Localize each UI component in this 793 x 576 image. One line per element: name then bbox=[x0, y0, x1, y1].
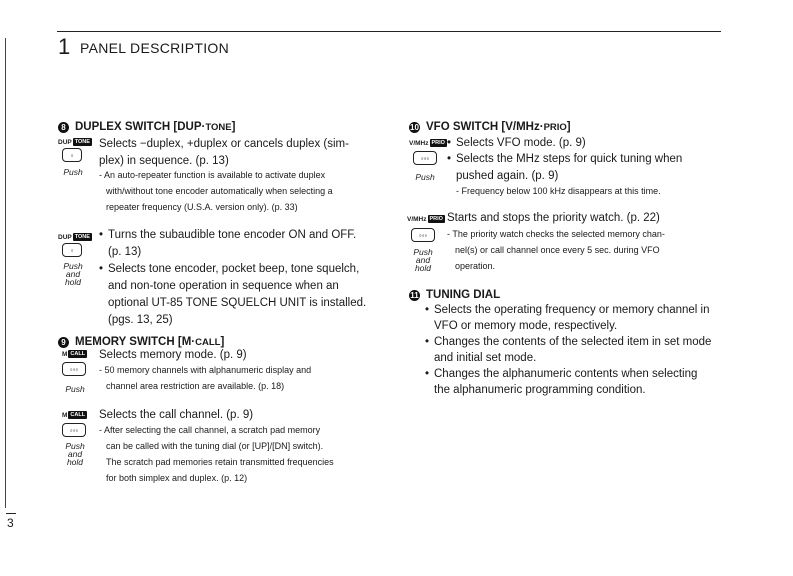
tuning-bullet2 bbox=[425, 334, 711, 351]
dup-tone-key-label bbox=[58, 138, 92, 146]
tuning-bullet1-cont: VFO or memory mode, respectively. bbox=[434, 320, 618, 332]
memory-hold-note4: for both simplex and duplex. (p. 12) bbox=[106, 473, 248, 483]
dup-tone-hold-key-label bbox=[58, 233, 92, 241]
vmhz-prio-hold-key-label bbox=[407, 215, 445, 223]
vmhz-prio-button[interactable]: ◦◦◦ bbox=[413, 151, 437, 165]
bullet-text: Changes the alphanumeric contents when selecting bbox=[434, 368, 698, 380]
key-label-text: M bbox=[62, 411, 68, 419]
action-push: Push bbox=[65, 441, 85, 451]
title-dot: · bbox=[201, 121, 206, 133]
m-call-hold-button[interactable]: ◦◦◦ bbox=[62, 423, 86, 437]
action-push: Push bbox=[63, 261, 83, 271]
memory-title-sub: CALL bbox=[195, 336, 221, 348]
key-label-text: V/MHz bbox=[407, 215, 427, 223]
memory-title: MEMORY SWITCH [M bbox=[75, 336, 192, 348]
bullet: • bbox=[447, 153, 452, 165]
section-number-9: 9 bbox=[58, 337, 69, 348]
duplex-note2: with/without tone encoder automatically when selecting a bbox=[106, 186, 333, 196]
push-and-hold-action bbox=[409, 248, 437, 272]
key-label-text: M bbox=[62, 350, 68, 358]
action-push: Push bbox=[413, 247, 433, 257]
prio-key-box: PRIO bbox=[431, 140, 445, 146]
title-bracket: ] bbox=[231, 121, 236, 133]
bullet-text: Selects tone encoder, pocket beep, tone squelch, bbox=[108, 263, 360, 275]
dup-tone-button[interactable]: ◦ bbox=[62, 148, 82, 162]
memory-hold-note2: can be called with the tuning dial (or [UP]/[DN] switch). bbox=[106, 441, 324, 451]
bullet-text: Selects the operating frequency or memory channel in bbox=[434, 304, 710, 316]
tuning-bullet3 bbox=[425, 366, 697, 383]
vfo-title-sub: PRIO bbox=[543, 121, 567, 133]
vfo-push-bullet2-cont: pushed again. (p. 9) bbox=[456, 170, 559, 182]
tuning-bullet2-cont: and initial set mode. bbox=[434, 352, 537, 364]
push-and-hold-action bbox=[60, 262, 86, 286]
section-number-11: 11 bbox=[410, 290, 419, 300]
bullet: • bbox=[425, 368, 430, 380]
title-bracket: ] bbox=[220, 336, 225, 348]
bullet: • bbox=[425, 336, 430, 348]
chapter-title: PANEL DESCRIPTION bbox=[80, 40, 230, 56]
duplex-hold-bullet2-line3: optional UT-85 TONE SQUELCH UNIT is installed. bbox=[108, 297, 367, 309]
bullet: • bbox=[99, 229, 104, 241]
vmhz-prio-key-label bbox=[409, 139, 447, 147]
call-key-box: CALL bbox=[70, 412, 86, 418]
memory-hold-line1: Selects the call channel. (p. 9) bbox=[99, 409, 254, 421]
prio-key-box: PRIO bbox=[429, 216, 443, 222]
bullet-text: Changes the contents of the selected item in set mode bbox=[434, 336, 712, 348]
bullet-text: Turns the subaudible tone encoder ON and OFF. bbox=[108, 229, 357, 241]
chapter-number: 1 bbox=[58, 34, 71, 59]
tuning-bullet1 bbox=[425, 302, 710, 319]
key-label-text: DUP bbox=[58, 233, 72, 241]
vfo-title: VFO SWITCH [V/MHz bbox=[426, 121, 540, 133]
duplex-heading bbox=[58, 121, 235, 133]
m-call-key-label bbox=[62, 350, 87, 358]
push-action-label: Push bbox=[415, 172, 435, 182]
duplex-hold-bullet2 bbox=[99, 261, 359, 278]
section-number-10: 10 bbox=[410, 122, 419, 132]
action-and: and bbox=[65, 269, 81, 279]
vmhz-prio-hold-button[interactable]: ◦◦◦ bbox=[411, 228, 435, 242]
action-hold: hold bbox=[414, 263, 432, 273]
vfo-push-bullet1 bbox=[447, 135, 586, 152]
action-hold: hold bbox=[64, 277, 82, 287]
vfo-hold-line1: Starts and stops the priority watch. (p. 22) bbox=[447, 212, 660, 224]
tuning-bullet3-cont: the alphanumeric programming condition. bbox=[434, 384, 646, 396]
memory-note1: - 50 memory channels with alphanumeric display and bbox=[99, 365, 312, 375]
duplex-note1: - An auto-repeater function is available to activate duplex bbox=[99, 170, 326, 180]
bullet: • bbox=[99, 263, 104, 275]
title-bracket: ] bbox=[566, 121, 571, 133]
header-rule bbox=[57, 31, 721, 32]
bullet-text: Selects the MHz steps for quick tuning when bbox=[456, 153, 683, 165]
duplex-push-line1: Selects −duplex, +duplex or cancels duplex (sim- bbox=[99, 138, 349, 150]
call-key-box: CALL bbox=[70, 351, 86, 357]
duplex-title: DUPLEX SWITCH [DUP bbox=[75, 121, 202, 133]
vfo-hold-note2: nel(s) or call channel once every 5 sec. during VFO bbox=[455, 245, 660, 255]
vfo-hold-note3: operation. bbox=[455, 261, 496, 271]
tone-key-box: TONE bbox=[74, 234, 90, 240]
duplex-note3: repeater frequency (U.S.A. version only). (p. 33) bbox=[106, 202, 298, 212]
tuning-title: TUNING DIAL bbox=[426, 289, 501, 301]
margin-rule bbox=[5, 38, 6, 508]
push-and-hold-action bbox=[62, 442, 88, 466]
dup-tone-hold-button[interactable]: ◦ bbox=[62, 243, 82, 257]
memory-hold-note1: - After selecting the call channel, a scratch pad memory bbox=[99, 425, 321, 435]
title-dot: · bbox=[191, 336, 196, 348]
vfo-note1: - Frequency below 100 kHz disappears at this time. bbox=[456, 186, 661, 196]
duplex-hold-bullet2-line2: and non-tone operation in sequence when an bbox=[108, 280, 339, 292]
title-dot: · bbox=[539, 121, 544, 133]
push-action-label: Push bbox=[65, 384, 85, 394]
page-number-rule bbox=[6, 513, 16, 514]
memory-hold-note3: The scratch pad memories retain transmitted frequencies bbox=[106, 457, 334, 467]
push-action-label: Push bbox=[63, 167, 83, 177]
key-label-text: V/MHz bbox=[409, 139, 429, 147]
vfo-heading bbox=[409, 121, 571, 133]
section-number-8: 8 bbox=[58, 122, 69, 133]
duplex-push-line2: plex) in sequence. (p. 13) bbox=[99, 155, 229, 167]
duplex-hold-bullet2-line4: (pgs. 13, 25) bbox=[108, 314, 173, 326]
action-and: and bbox=[415, 255, 431, 265]
key-label-text: DUP bbox=[58, 138, 72, 146]
duplex-title-sub: TONE bbox=[205, 121, 232, 133]
memory-note2: channel area restriction are available. (p. 18) bbox=[106, 381, 285, 391]
vfo-hold-note1: - The priority watch checks the selected memory chan- bbox=[447, 229, 665, 239]
tone-key-box: TONE bbox=[74, 139, 90, 145]
tuning-heading bbox=[409, 289, 500, 301]
bullet-text: Selects VFO mode. (p. 9) bbox=[456, 137, 586, 149]
duplex-hold-bullet1 bbox=[99, 227, 356, 244]
duplex-hold-bullet1-cont: (p. 13) bbox=[108, 246, 142, 258]
memory-push-line1: Selects memory mode. (p. 9) bbox=[99, 349, 247, 361]
bullet: • bbox=[447, 137, 452, 149]
bullet: • bbox=[425, 304, 430, 316]
vfo-push-bullet2 bbox=[447, 151, 682, 168]
action-and: and bbox=[67, 449, 83, 459]
m-call-button[interactable]: ◦◦◦ bbox=[62, 362, 86, 376]
m-call-hold-key-label bbox=[62, 411, 87, 419]
page-number: 3 bbox=[7, 516, 14, 530]
action-hold: hold bbox=[66, 457, 84, 467]
